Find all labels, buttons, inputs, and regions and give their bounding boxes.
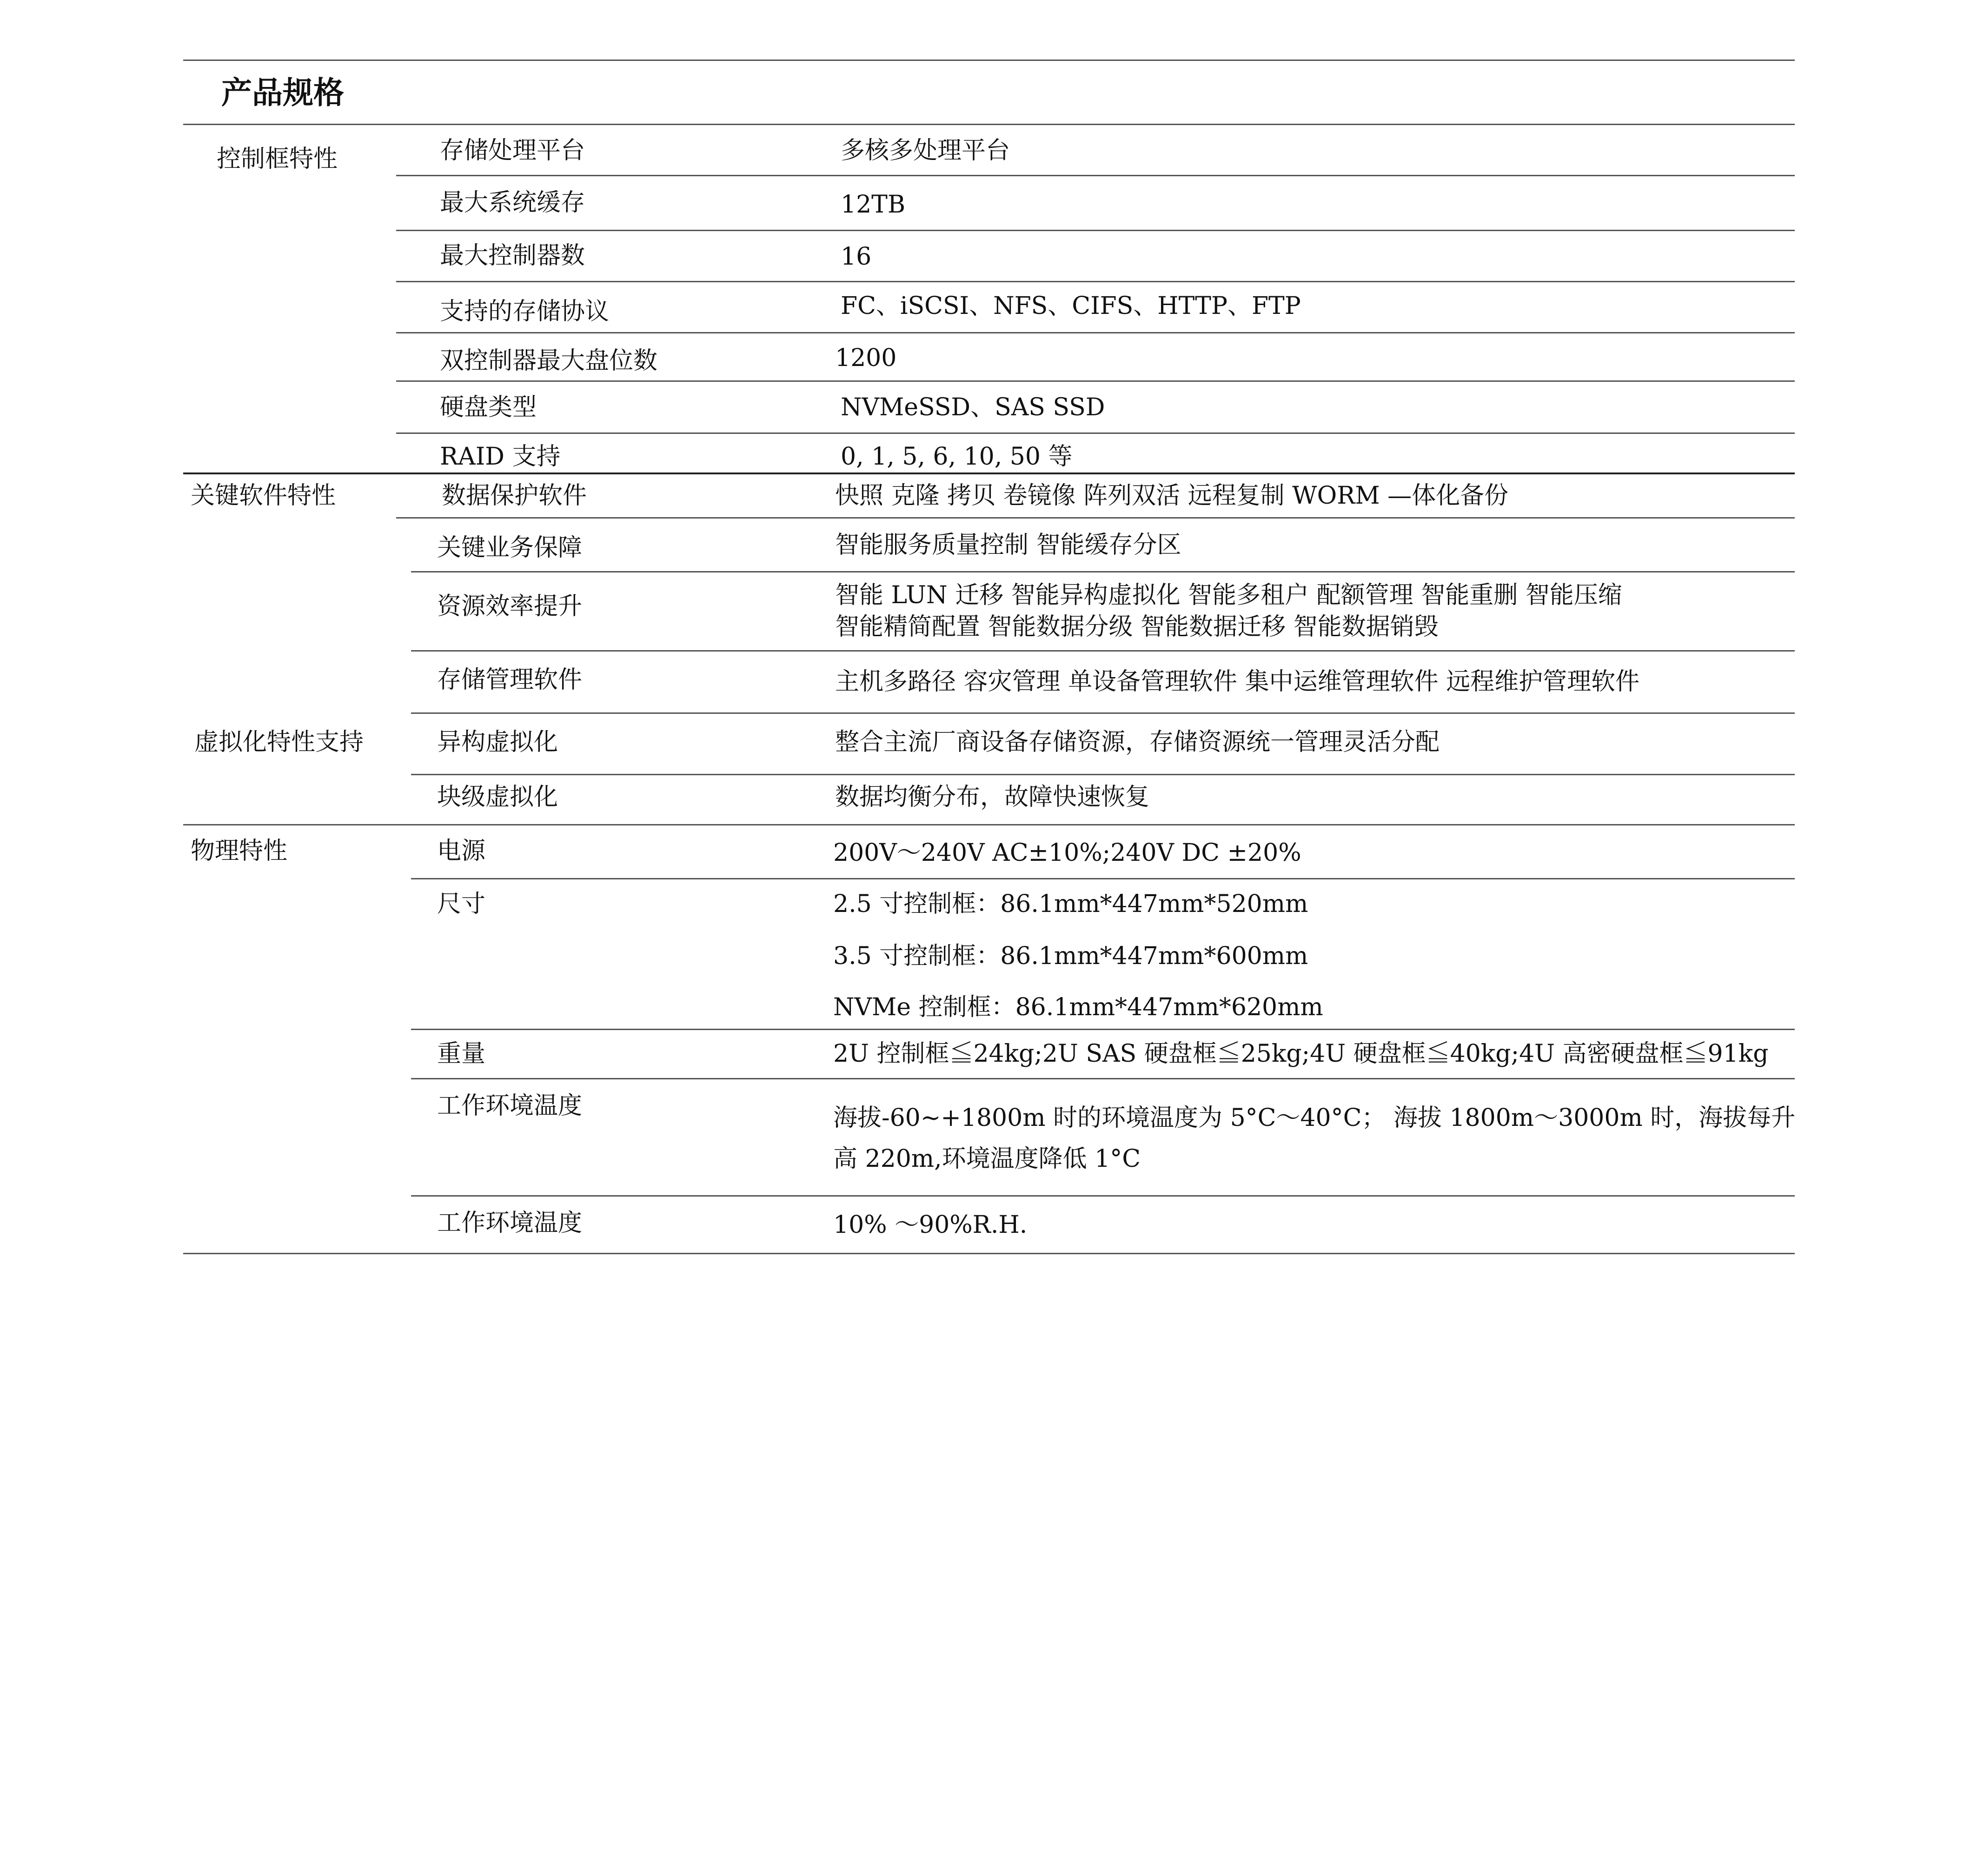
row-value: 16 [841,243,872,271]
row-label: 最大系统缓存 [440,189,585,217]
row-value: 整合主流厂商设备存储资源，存储资源统一管理灵活分配 [835,728,1440,756]
row-divider [396,380,1795,382]
row-divider [411,1078,1795,1079]
row-label: RAID 支持 [440,443,561,471]
row-label: 工作环境温度 [437,1092,583,1120]
row-value: 1200 [835,344,897,372]
row-label: 关键业务保障 [437,534,583,562]
row-label: 重量 [437,1040,486,1068]
row-value: 12TB [841,191,906,219]
category-virtualization: 虚拟化特性支持 [194,728,364,756]
row-value: 海拔-60~+1800m 时的环境温度为 5°C～40°C； 海拔 1800m～3000m 时，海拔每升高 220m,环境温度降低 1°C [833,1104,1796,1173]
row-value-line2: 智能精简配置 智能数据分级 智能数据迁移 智能数据销毁 [835,613,1439,641]
row-value-line3: NVMe 控制框：86.1mm*447mm*620mm [833,993,1323,1021]
row-label: 数据保护软件 [442,482,587,510]
row-value: 数据均衡分布，故障快速恢复 [835,783,1150,811]
row-value-line2: 3.5 寸控制框：86.1mm*447mm*600mm [833,942,1308,970]
row-value: 0, 1, 5, 6, 10, 50 等 [841,443,1073,471]
row-divider [396,332,1795,333]
row-label: 异构虚拟化 [437,728,558,756]
row-value: 主机多路径 容灾管理 单设备管理软件 集中运维管理软件 远程维护管理软件 [835,668,1640,696]
row-divider [396,432,1795,434]
row-label: 电源 [437,837,486,865]
row-divider [411,774,1795,775]
row-divider [411,571,1795,572]
row-divider [411,1195,1795,1197]
row-divider [411,1029,1795,1030]
section-rule [183,472,1795,474]
row-label: 工作环境温度 [437,1209,583,1237]
row-value: 快照 克隆 拷贝 卷镜像 阵列双活 远程复制 WORM —体化备份 [835,482,1509,510]
row-value: 10% ～90%R.H. [833,1211,1028,1239]
row-label: 块级虚拟化 [437,783,558,811]
row-label: 双控制器最大盘位数 [440,347,658,375]
row-value: 2.5 寸控制框：86.1mm*447mm*520mm [833,890,1308,918]
row-value: NVMeSSD、SAS SSD [841,393,1105,421]
top-rule [183,60,1795,61]
row-divider [411,878,1795,879]
row-value: FC、iSCSI、NFS、CIFS、HTTP、FTP [841,292,1301,320]
row-label: 存储处理平台 [440,137,585,165]
row-value: 智能 LUN 迁移 智能异构虚拟化 智能多租户 配额管理 智能重删 智能压缩 [835,581,1622,609]
page-title: 产品规格 [221,75,344,111]
row-label: 尺寸 [437,890,486,918]
row-label: 硬盘类型 [440,393,537,421]
row-value: 2U 控制框≦24kg;2U SAS 硬盘框≦25kg;4U 硬盘框≦40kg;4U 高密硬盘框≦91kg [833,1040,1769,1068]
row-divider [411,650,1795,652]
header-rule [183,124,1795,125]
row-divider [396,517,1795,519]
row-value: 智能服务质量控制 智能缓存分区 [835,531,1181,559]
section-rule [183,824,1795,825]
row-divider [411,712,1795,714]
category-controller: 控制框特性 [217,145,338,173]
row-label: 最大控制器数 [440,242,585,270]
category-physical: 物理特性 [191,837,288,865]
category-software: 关键软件特性 [191,482,336,510]
row-label: 存储管理软件 [437,666,583,694]
row-label: 支持的存储协议 [440,298,610,326]
row-label: 资源效率提升 [437,592,583,620]
row-divider [396,230,1795,231]
row-divider [396,281,1795,282]
bottom-rule [183,1253,1795,1254]
row-value: 多核多处理平台 [841,137,1010,165]
row-value: 200V～240V AC±10%;240V DC ±20% [833,839,1301,867]
row-divider [396,175,1795,176]
